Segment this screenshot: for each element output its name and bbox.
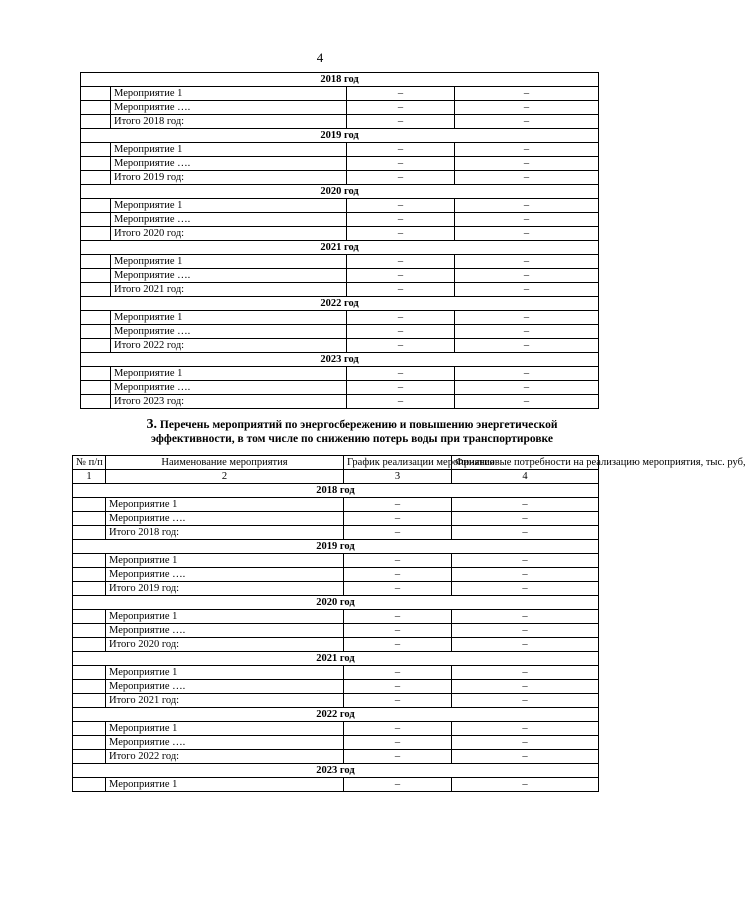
row-number-cell: [73, 554, 106, 568]
measure-name: Мероприятие ….: [111, 325, 347, 339]
total-schedule-cell: –: [347, 115, 455, 129]
index-2: 2: [106, 470, 344, 484]
measure-name: Мероприятие ….: [111, 101, 347, 115]
year-row: [73, 484, 599, 498]
row-number-cell: [81, 325, 111, 339]
row-number-cell: [73, 512, 106, 526]
total-label: Итого 2019 год:: [111, 171, 347, 185]
total-finance-cell: –: [452, 582, 599, 596]
index-1: 1: [73, 470, 106, 484]
header-finance: Финансовые потребности на реализацию мероприятия, тыс. руб,: [452, 456, 599, 470]
year-label: 2021 год: [73, 652, 599, 666]
measure-name: Мероприятие ….: [111, 381, 347, 395]
total-label: Итого 2020 год:: [111, 227, 347, 241]
year-row: [73, 764, 599, 778]
schedule-cell: –: [347, 325, 455, 339]
year-label: 2021 год: [81, 241, 599, 255]
table-row: [81, 311, 599, 325]
total-finance-cell: –: [455, 227, 599, 241]
measure-name: Мероприятие 1: [106, 554, 344, 568]
finance-cell: –: [455, 157, 599, 171]
total-row: [73, 638, 599, 652]
row-number-cell: [81, 381, 111, 395]
year-label: 2019 год: [73, 540, 599, 554]
total-label: Итого 2020 год:: [106, 638, 344, 652]
schedule-cell: –: [347, 101, 455, 115]
schedule-cell: –: [347, 367, 455, 381]
measures-table-continued: [80, 72, 599, 409]
finance-cell: –: [455, 367, 599, 381]
row-number-cell: [81, 339, 111, 353]
year-label: 2018 год: [81, 73, 599, 87]
schedule-cell: –: [347, 199, 455, 213]
schedule-cell: –: [344, 722, 452, 736]
row-number-cell: [73, 680, 106, 694]
year-label: 2023 год: [81, 353, 599, 367]
finance-cell: –: [455, 143, 599, 157]
table-header-row: [73, 456, 599, 470]
measure-name: Мероприятие 1: [111, 87, 347, 101]
table-row: [73, 512, 599, 526]
total-row: [81, 339, 599, 353]
row-number-cell: [73, 778, 106, 792]
table-row: [81, 143, 599, 157]
year-row: [73, 708, 599, 722]
total-label: Итого 2018 год:: [106, 526, 344, 540]
finance-cell: –: [455, 87, 599, 101]
year-label: 2018 год: [73, 484, 599, 498]
year-row: [81, 129, 599, 143]
total-finance-cell: –: [452, 638, 599, 652]
finance-cell: –: [452, 610, 599, 624]
table-index-row: [73, 470, 599, 484]
total-label: Итого 2022 год:: [111, 339, 347, 353]
total-row: [81, 171, 599, 185]
row-number-cell: [81, 213, 111, 227]
total-label: Итого 2021 год:: [106, 694, 344, 708]
year-row: [81, 185, 599, 199]
schedule-cell: –: [347, 255, 455, 269]
schedule-cell: –: [347, 143, 455, 157]
table-row: [81, 213, 599, 227]
measure-name: Мероприятие 1: [106, 778, 344, 792]
year-label: 2023 год: [73, 764, 599, 778]
total-schedule-cell: –: [344, 638, 452, 652]
year-row: [73, 540, 599, 554]
row-number-cell: [73, 582, 106, 596]
total-finance-cell: –: [455, 339, 599, 353]
row-number-cell: [73, 666, 106, 680]
finance-cell: –: [452, 778, 599, 792]
index-3: 3: [344, 470, 452, 484]
row-number-cell: [73, 736, 106, 750]
total-row: [81, 227, 599, 241]
finance-cell: –: [452, 554, 599, 568]
row-number-cell: [81, 311, 111, 325]
total-finance-cell: –: [452, 526, 599, 540]
measure-name: Мероприятие 1: [106, 666, 344, 680]
finance-cell: –: [452, 722, 599, 736]
total-schedule-cell: –: [344, 694, 452, 708]
total-schedule-cell: –: [347, 395, 455, 409]
table-row: [73, 778, 599, 792]
finance-cell: –: [452, 512, 599, 526]
total-schedule-cell: –: [344, 582, 452, 596]
row-number-cell: [81, 143, 111, 157]
year-label: 2020 год: [81, 185, 599, 199]
finance-cell: –: [455, 381, 599, 395]
schedule-cell: –: [344, 498, 452, 512]
table-row: [81, 269, 599, 283]
total-schedule-cell: –: [347, 227, 455, 241]
year-row: [73, 596, 599, 610]
table-row: [81, 255, 599, 269]
measure-name: Мероприятие ….: [106, 736, 344, 750]
total-row: [73, 582, 599, 596]
total-schedule-cell: –: [344, 526, 452, 540]
measure-name: Мероприятие 1: [111, 255, 347, 269]
measure-name: Мероприятие 1: [106, 498, 344, 512]
total-finance-cell: –: [455, 283, 599, 297]
total-label: Итого 2021 год:: [111, 283, 347, 297]
section-number: 3.: [146, 417, 158, 432]
measure-name: Мероприятие 1: [106, 610, 344, 624]
table-row: [73, 666, 599, 680]
table-row: [73, 624, 599, 638]
total-finance-cell: –: [455, 171, 599, 185]
table-row: [73, 680, 599, 694]
row-number-cell: [81, 115, 111, 129]
year-row: [73, 652, 599, 666]
year-row: [81, 297, 599, 311]
year-row: [81, 241, 599, 255]
schedule-cell: –: [344, 680, 452, 694]
total-label: Итого 2018 год:: [111, 115, 347, 129]
year-label: 2019 год: [81, 129, 599, 143]
table-row: [81, 87, 599, 101]
measure-name: Мероприятие ….: [106, 624, 344, 638]
finance-cell: –: [452, 736, 599, 750]
measure-name: Мероприятие ….: [106, 680, 344, 694]
row-number-cell: [81, 199, 111, 213]
total-finance-cell: –: [455, 115, 599, 129]
page-number: 4: [316, 50, 324, 65]
finance-cell: –: [455, 269, 599, 283]
table-row: [73, 610, 599, 624]
row-number-cell: [81, 269, 111, 283]
schedule-cell: –: [344, 666, 452, 680]
total-row: [73, 526, 599, 540]
row-number-cell: [81, 395, 111, 409]
row-number-cell: [73, 638, 106, 652]
row-number-cell: [73, 498, 106, 512]
finance-cell: –: [452, 666, 599, 680]
schedule-cell: –: [347, 381, 455, 395]
section-title-line1: Перечень мероприятий по энергосбережению и повышению энергетической: [159, 419, 558, 431]
index-4: 4: [452, 470, 599, 484]
total-label: Итого 2019 год:: [106, 582, 344, 596]
finance-cell: –: [455, 255, 599, 269]
schedule-cell: –: [344, 568, 452, 582]
measure-name: Мероприятие 1: [111, 311, 347, 325]
year-row: [81, 353, 599, 367]
total-finance-cell: –: [452, 694, 599, 708]
total-schedule-cell: –: [347, 283, 455, 297]
table-row: [81, 101, 599, 115]
table-row: [73, 568, 599, 582]
measure-name: Мероприятие ….: [111, 213, 347, 227]
finance-cell: –: [452, 568, 599, 582]
total-schedule-cell: –: [347, 339, 455, 353]
header-number: № п/п: [73, 456, 106, 470]
table-row: [81, 199, 599, 213]
measure-name: Мероприятие ….: [106, 568, 344, 582]
table-row: [73, 722, 599, 736]
row-number-cell: [81, 171, 111, 185]
schedule-cell: –: [347, 213, 455, 227]
schedule-cell: –: [344, 610, 452, 624]
schedule-cell: –: [347, 157, 455, 171]
year-row: [81, 73, 599, 87]
energy-measures-table: [72, 455, 746, 792]
row-number-cell: [81, 367, 111, 381]
row-number-cell: [73, 624, 106, 638]
total-row: [81, 115, 599, 129]
finance-cell: –: [455, 199, 599, 213]
table-row: [81, 157, 599, 171]
header-name: Наименование мероприятия: [106, 456, 344, 470]
schedule-cell: –: [344, 554, 452, 568]
section-title-line2: эффективности, в том числе по снижению потерь воды при транспортировке: [151, 433, 553, 445]
table-row: [73, 736, 599, 750]
row-number-cell: [81, 227, 111, 241]
year-label: 2020 год: [73, 596, 599, 610]
measure-name: Мероприятие ….: [106, 512, 344, 526]
total-row: [81, 395, 599, 409]
total-finance-cell: –: [452, 750, 599, 764]
year-label: 2022 год: [73, 708, 599, 722]
total-row: [81, 283, 599, 297]
row-number-cell: [81, 87, 111, 101]
table-row: [81, 325, 599, 339]
row-number-cell: [81, 157, 111, 171]
row-number-cell: [73, 610, 106, 624]
table-row: [73, 554, 599, 568]
schedule-cell: –: [347, 87, 455, 101]
schedule-cell: –: [344, 736, 452, 750]
measure-name: Мероприятие 1: [106, 722, 344, 736]
table-row: [81, 381, 599, 395]
finance-cell: –: [455, 311, 599, 325]
total-row: [73, 750, 599, 764]
finance-cell: –: [452, 680, 599, 694]
schedule-cell: –: [344, 778, 452, 792]
finance-cell: –: [455, 325, 599, 339]
row-number-cell: [73, 694, 106, 708]
year-label: 2022 год: [81, 297, 599, 311]
row-number-cell: [73, 722, 106, 736]
total-label: Итого 2023 год:: [111, 395, 347, 409]
table-row: [73, 498, 599, 512]
row-number-cell: [73, 526, 106, 540]
measure-name: Мероприятие 1: [111, 367, 347, 381]
table-row: [81, 367, 599, 381]
row-number-cell: [81, 101, 111, 115]
measure-name: Мероприятие ….: [111, 157, 347, 171]
finance-cell: –: [455, 213, 599, 227]
schedule-cell: –: [344, 512, 452, 526]
measure-name: Мероприятие 1: [111, 199, 347, 213]
total-row: [73, 694, 599, 708]
total-schedule-cell: –: [344, 750, 452, 764]
total-label: Итого 2022 год:: [106, 750, 344, 764]
measure-name: Мероприятие ….: [111, 269, 347, 283]
finance-cell: –: [455, 101, 599, 115]
schedule-cell: –: [347, 269, 455, 283]
total-schedule-cell: –: [347, 171, 455, 185]
row-number-cell: [73, 750, 106, 764]
row-number-cell: [73, 568, 106, 582]
total-finance-cell: –: [455, 395, 599, 409]
schedule-cell: –: [344, 624, 452, 638]
row-number-cell: [81, 255, 111, 269]
header-schedule: График реализации мероприятия: [344, 456, 452, 470]
measure-name: Мероприятие 1: [111, 143, 347, 157]
finance-cell: –: [452, 624, 599, 638]
finance-cell: –: [452, 498, 599, 512]
row-number-cell: [81, 283, 111, 297]
schedule-cell: –: [347, 311, 455, 325]
section-title: [112, 418, 592, 446]
